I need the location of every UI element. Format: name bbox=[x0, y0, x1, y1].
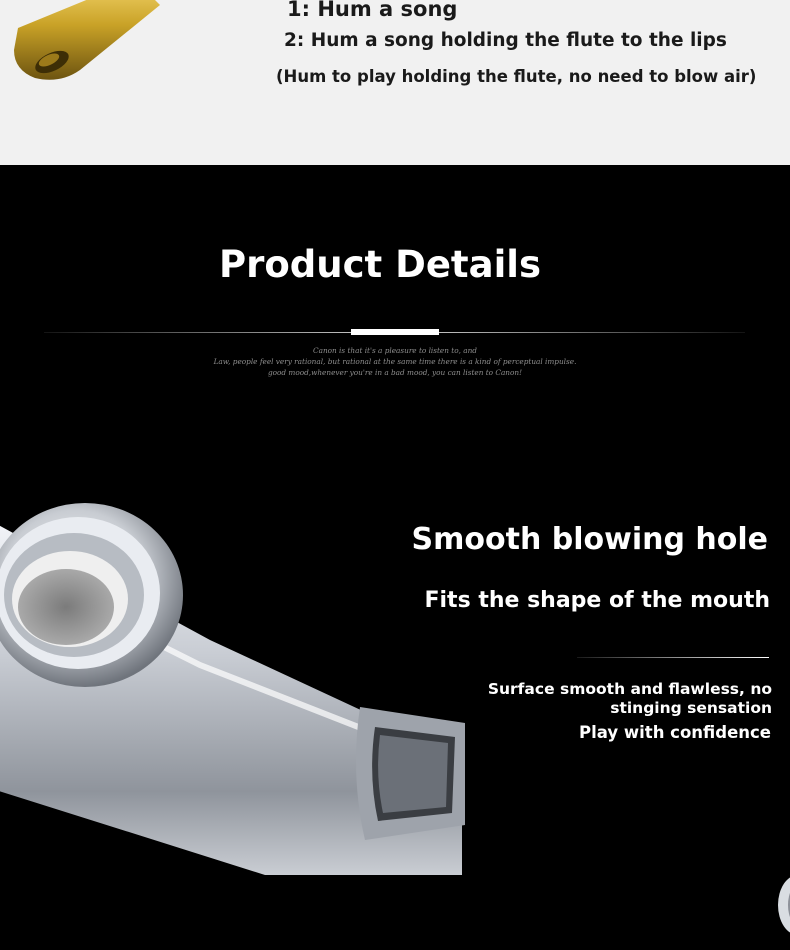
quote-line: Canon is that it's a pleasure to listen to, and bbox=[313, 346, 477, 355]
feature-note-line: stinging sensation bbox=[610, 699, 772, 717]
instruction-step-2: 2: Hum a song holding the flute to the lips bbox=[284, 30, 727, 51]
section-quote bbox=[200, 345, 590, 378]
title-divider-accent bbox=[351, 329, 439, 335]
quote-line: Law, people feel very rational, but rational at the same time there is a kind of perceptual impulse. bbox=[213, 357, 577, 366]
feature-heading: Smooth blowing hole bbox=[411, 522, 768, 557]
feature-note-line: Surface smooth and flawless, no bbox=[487, 680, 772, 698]
product-details-section bbox=[0, 165, 790, 950]
instruction-step-1: 1: Hum a song bbox=[287, 0, 458, 21]
gold-kazoo-image bbox=[0, 0, 170, 90]
section-title: Product Details bbox=[219, 243, 541, 286]
instructions-panel bbox=[0, 0, 790, 165]
silver-kazoo-image bbox=[0, 495, 480, 875]
instruction-hint: (Hum to play holding the flute, no need to blow air) bbox=[276, 67, 757, 86]
title-divider-left bbox=[44, 332, 351, 333]
corner-kazoo-image bbox=[770, 865, 790, 950]
feature-subheading: Fits the shape of the mouth bbox=[424, 588, 770, 613]
feature-divider bbox=[577, 657, 769, 658]
quote-line: good mood,whenever you're in a bad mood, you can listen to Canon! bbox=[267, 368, 523, 377]
feature-note bbox=[472, 680, 772, 718]
feature-cta-text: Play with confidence bbox=[579, 723, 771, 742]
title-divider-right bbox=[439, 332, 745, 333]
